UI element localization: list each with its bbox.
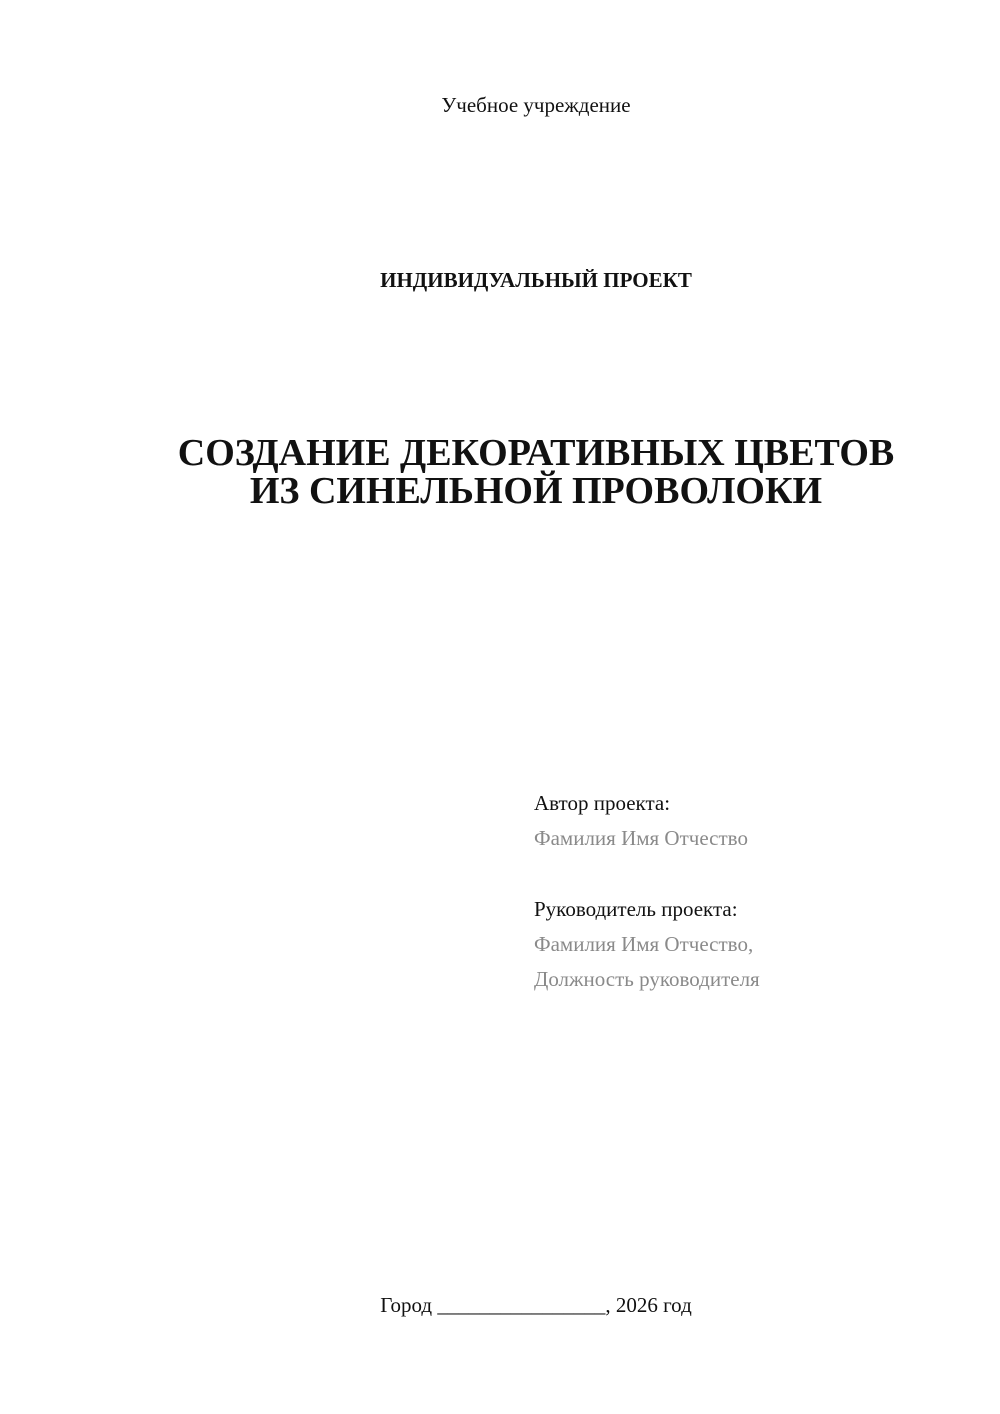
supervisor-position-placeholder: Должность руководителя: [534, 967, 760, 991]
institution-name: Учебное учреждение: [441, 93, 631, 117]
document-type-heading: ИНДИВИДУАЛЬНЫЙ ПРОЕКТ: [380, 268, 692, 292]
author-name-placeholder: Фамилия Имя Отчество: [534, 826, 748, 850]
project-title: [100, 434, 972, 510]
city-year-line: Город ________________, 2026 год: [380, 1293, 692, 1317]
author-label: Автор проекта:: [534, 791, 671, 815]
credits-spacer: [534, 856, 974, 892]
supervisor-name-placeholder: Фамилия Имя Отчество,: [534, 932, 754, 956]
project-title-line-1: СОЗДАНИЕ ДЕКОРАТИВНЫХ ЦВЕТОВ: [177, 432, 895, 474]
project-title-line-2: ИЗ СИНЕЛЬНОЙ ПРОВОЛОКИ: [249, 470, 823, 512]
supervisor-label: Руководитель проекта:: [534, 897, 738, 921]
credits-block: [534, 786, 974, 997]
